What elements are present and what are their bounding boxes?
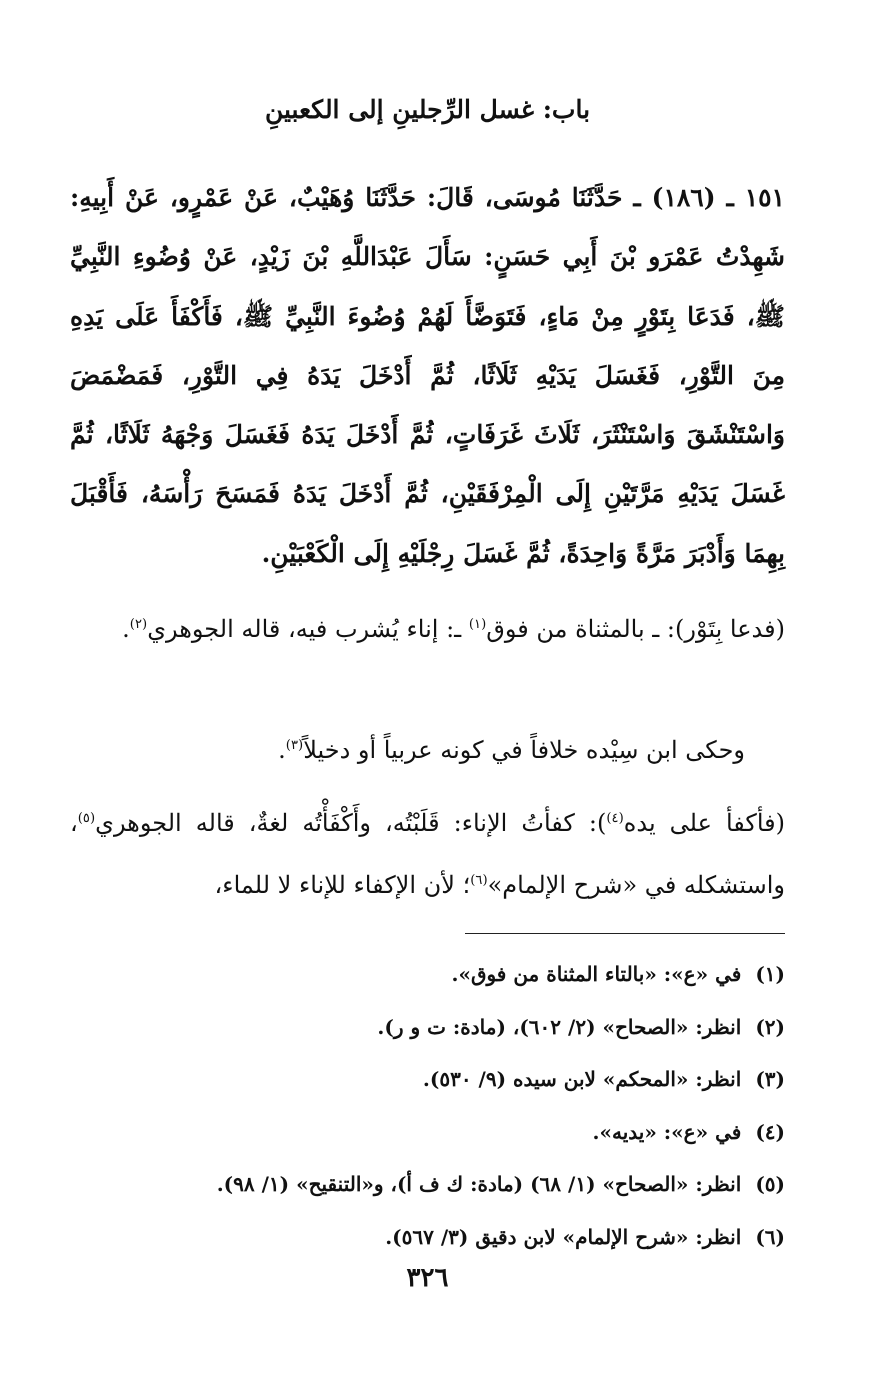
commentary-paragraph-3 [70, 790, 785, 914]
footnote-number: (٥) [755, 1172, 785, 1196]
commentary-text: (فدعا بِتَوْر): ـ بالمثناة من فوق [486, 615, 785, 643]
footnote-ref: (٣) [285, 738, 304, 753]
footnote-number: (٤) [755, 1119, 785, 1144]
commentary-text: وحكى ابن سِيْده خلافاً في كونه عربياً أو دخيلاً [303, 736, 745, 764]
footnotes-list [70, 948, 785, 1263]
chapter-colon: : [533, 95, 552, 124]
commentary-paragraph-2 [70, 717, 785, 779]
footnote-item [70, 1211, 785, 1264]
book-page [70, 0, 785, 1375]
footnote-number: (٣) [755, 1067, 785, 1091]
footnote-text: انظر: «الصحاح» (٢/ ٦٠٢)، (مادة: ت و ر). [377, 1014, 742, 1039]
footnote-text: انظر: «شرح الإلمام» لابن دقيق (٣/ ٥٦٧). [385, 1224, 742, 1249]
footnote-number: (٢) [755, 1014, 785, 1039]
footnote-item [70, 1158, 785, 1211]
commentary-text: . [278, 736, 286, 764]
footnote-item [70, 1053, 785, 1106]
footnote-item [70, 948, 785, 1001]
commentary-text: ؛ لأن الإكفاء للإناء لا للماء، [214, 871, 471, 899]
commentary-text: ـ: إناء يُشرب فيه، قاله الجوهري [147, 615, 469, 643]
footnote-text: انظر: «المحكم» لابن سيده (٩/ ٥٣٠). [422, 1067, 742, 1091]
commentary-paragraph-1 [70, 596, 785, 658]
commentary-text: (فأكفأ على يده [623, 809, 786, 837]
footnote-number: (١) [755, 962, 785, 986]
footnote-text: في «ع»: «يديه». [592, 1119, 742, 1144]
commentary-text: ، واستشكله في «شرح الإلمام» [70, 809, 785, 899]
footnote-divider [465, 933, 785, 934]
chapter-heading [70, 92, 785, 127]
footnote-ref: (١) [468, 617, 487, 632]
footnote-ref: (٤) [606, 811, 624, 826]
footnote-ref: (٥) [77, 811, 96, 826]
footnote-ref: (٢) [129, 617, 148, 632]
chapter-title: غسل الرِّجلينِ إلى الكعبينِ [264, 95, 534, 124]
chapter-keyword: باب [551, 95, 591, 124]
footnote-text: انظر: «الصحاح» (١/ ٦٨) (مادة: ك ف أ)، و«التنقيح» (١/ ٩٨). [216, 1172, 742, 1196]
hadith-text: ١٥١ ـ (١٨٦) ـ حَدَّثَنَا مُوسَى، قَالَ: حَدَّثَنَا وُهَيْبٌ، عَنْ عَمْرٍو، عَنْ أَبِيهِ: شَهِدْتُ عَمْرَو بْنَ أَبِي حَسَنٍ: سَأَلَ عَبْدَاللَّهِ بْنَ زَيْدٍ، عَنْ وُضُوءِ النَّبِيِّ ﷺ، فَدَعَا بِتَوْرٍ مِنْ مَاءٍ، فَتَوَضَّأَ لَهُمْ وُضُوءَ النَّبِيِّ ﷺ، فَأَكْفَأَ عَلَى يَدِهِ مِنَ التَّوْرِ، فَغَسَلَ يَدَيْهِ ثَلَاثًا، ثُمَّ أَدْخَلَ يَدَهُ فِي التَّوْرِ، فَمَضْمَضَ وَاسْتَنْشَقَ وَاسْتَنْثَرَ، ثَلَاثَ غَرَفَاتٍ، ثُمَّ أَدْخَلَ يَدَهُ فَغَسَلَ وَجْهَهُ ثَلَاثًا، ثُمَّ غَسَلَ يَدَيْهِ مَرَّتَيْنِ إِلَى الْمِرْفَقَيْنِ، ثُمَّ أَدْخَلَ يَدَهُ فَمَسَحَ رَأْسَهُ، فَأَقْبَلَ بِهِمَا وَأَدْبَرَ مَرَّةً وَاحِدَةً، ثُمَّ غَسَلَ رِجْلَيْهِ إِلَى الْكَعْبَيْنِ. [70, 183, 785, 568]
commentary-text: ): كفأتُ الإناء: قَلَبْتُه، وأَكْفَأْتُه لغةٌ، قاله الجوهري [95, 809, 607, 837]
page-number: ٣٢٦ [406, 1263, 449, 1293]
footnote-text: في «ع»: «بالتاء المثناة من فوق». [451, 962, 742, 986]
footnote-item [70, 1106, 785, 1159]
commentary-text: . [122, 615, 130, 643]
footnote-ref: (٦) [470, 873, 488, 888]
footnote-item [70, 1001, 785, 1054]
footnote-number: (٦) [755, 1224, 785, 1249]
